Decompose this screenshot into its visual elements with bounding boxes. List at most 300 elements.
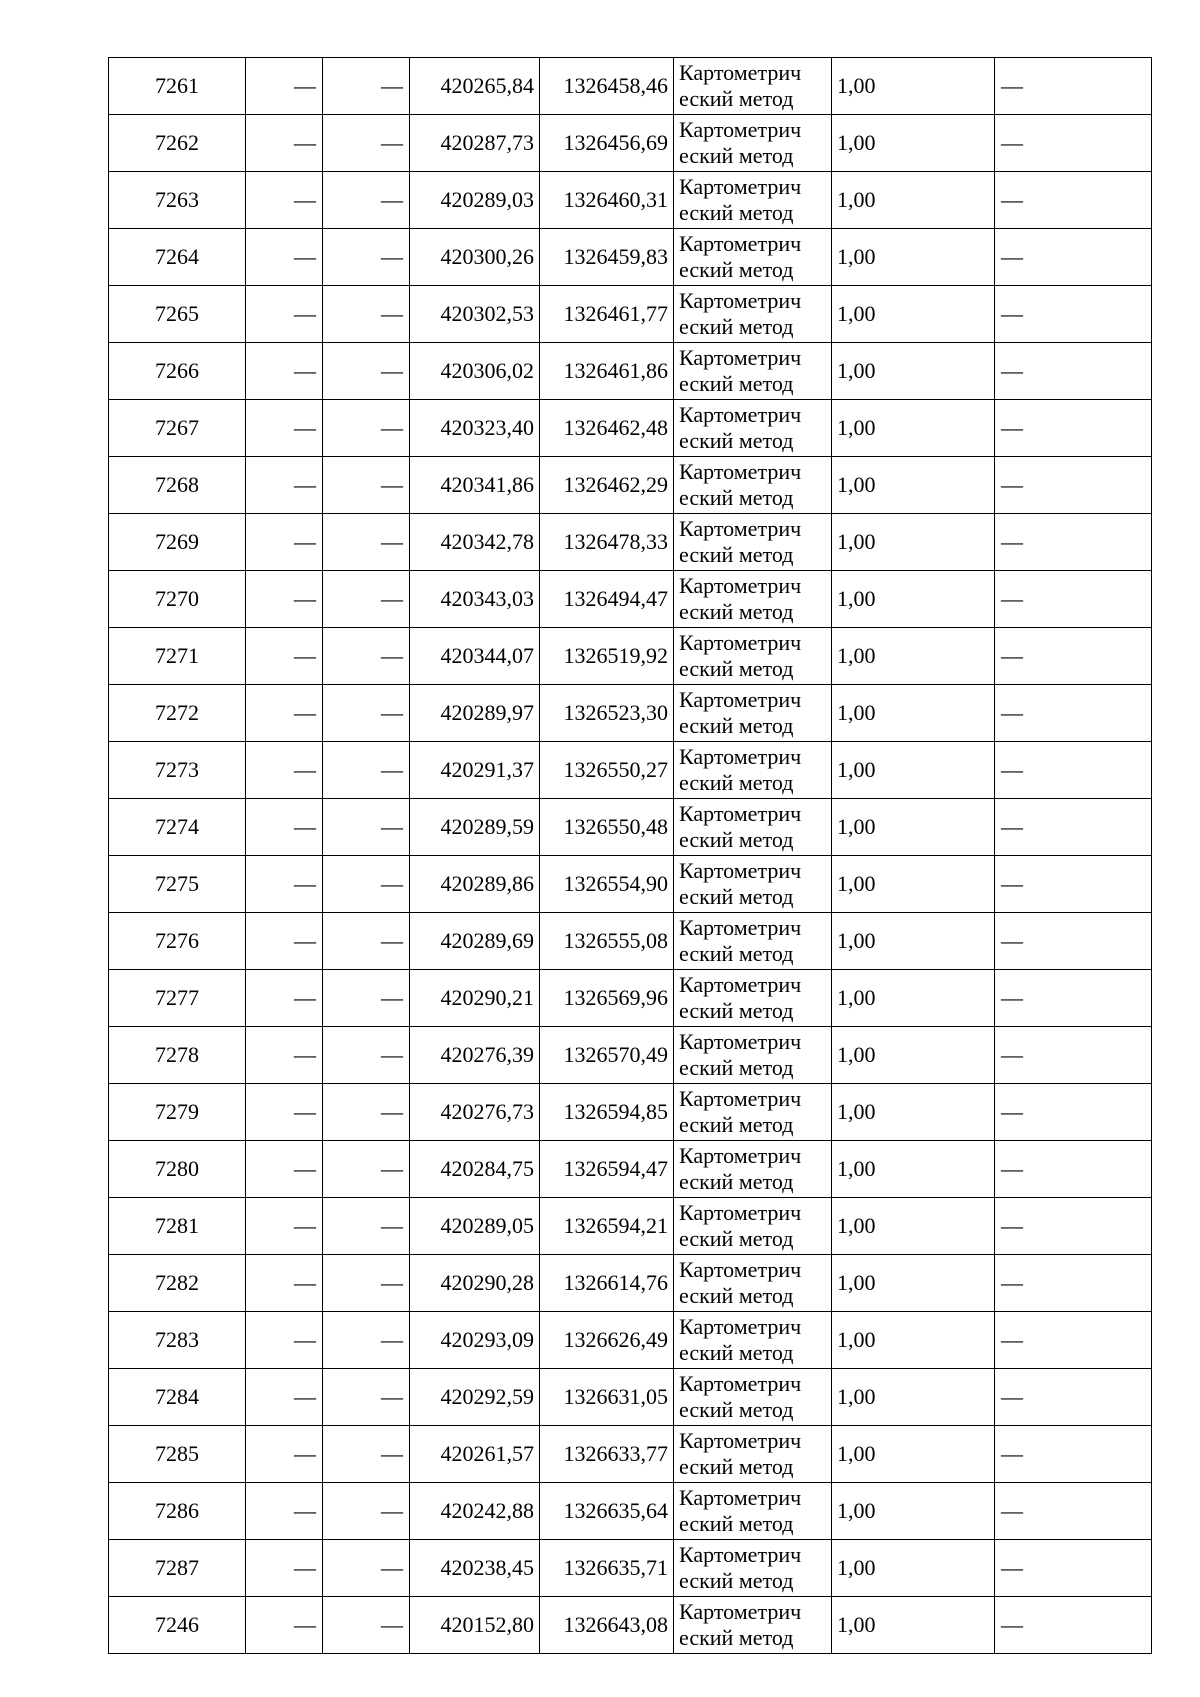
method-line-1: Картометрич — [679, 573, 802, 598]
point-number-cell — [109, 1597, 246, 1654]
method-line-1: Картометрич — [679, 1599, 802, 1624]
y-coordinate-cell — [540, 1198, 674, 1255]
point-number-text: 7261 — [155, 73, 199, 98]
x-coordinate-text: 420344,07 — [440, 643, 534, 668]
accuracy-cell — [832, 1426, 995, 1483]
y-coordinate-cell — [540, 172, 674, 229]
note-text: — — [1001, 700, 1023, 725]
old-x-cell — [246, 1255, 323, 1312]
note-cell — [995, 1027, 1152, 1084]
method-line-2: еский метод — [679, 1283, 794, 1308]
x-coordinate-cell — [410, 856, 540, 913]
note-cell — [995, 343, 1152, 400]
old-y-cell — [323, 1597, 410, 1654]
point-number-text: 7246 — [155, 1612, 199, 1637]
accuracy-text: 1,00 — [837, 472, 876, 497]
x-coordinate-text: 420300,26 — [440, 244, 534, 269]
y-coordinate-text: 1326459,83 — [563, 244, 668, 269]
method-cell — [674, 970, 832, 1027]
old-x-cell — [246, 1597, 323, 1654]
x-coordinate-cell — [410, 286, 540, 343]
point-number-cell — [109, 115, 246, 172]
accuracy-text: 1,00 — [837, 1555, 876, 1580]
y-coordinate-cell — [540, 115, 674, 172]
y-coordinate-text: 1326462,29 — [563, 472, 668, 497]
note-text: — — [1001, 1612, 1023, 1637]
method-line-1: Картометрич — [679, 1143, 802, 1168]
accuracy-cell — [832, 400, 995, 457]
method-line-1: Картометрич — [679, 231, 802, 256]
point-number-cell — [109, 1084, 246, 1141]
old-x-text: — — [294, 871, 316, 896]
x-coordinate-text: 420289,59 — [440, 814, 534, 839]
note-text: — — [1001, 1384, 1023, 1409]
x-coordinate-text: 420265,84 — [440, 73, 534, 98]
x-coordinate-cell — [410, 229, 540, 286]
y-coordinate-text: 1326478,33 — [563, 529, 668, 554]
method-cell — [674, 1255, 832, 1312]
old-x-text: — — [294, 1327, 316, 1352]
note-text: — — [1001, 472, 1023, 497]
accuracy-cell — [832, 229, 995, 286]
method-line-2: еский метод — [679, 1568, 794, 1593]
point-number-text: 7267 — [155, 415, 199, 440]
x-coordinate-cell — [410, 1597, 540, 1654]
point-number-cell — [109, 1312, 246, 1369]
old-x-cell — [246, 799, 323, 856]
old-x-cell — [246, 1141, 323, 1198]
table-row — [109, 1369, 1152, 1426]
point-number-text: 7271 — [155, 643, 199, 668]
old-x-cell — [246, 1483, 323, 1540]
point-number-cell — [109, 1540, 246, 1597]
accuracy-cell — [832, 970, 995, 1027]
method-cell — [674, 229, 832, 286]
method-line-1: Картометрич — [679, 1428, 802, 1453]
method-cell — [674, 742, 832, 799]
table-row — [109, 1597, 1152, 1654]
accuracy-cell — [832, 172, 995, 229]
note-cell — [995, 571, 1152, 628]
old-x-cell — [246, 343, 323, 400]
y-coordinate-cell — [540, 970, 674, 1027]
method-line-2: еский метод — [679, 542, 794, 567]
method-line-2: еский метод — [679, 998, 794, 1023]
method-cell — [674, 685, 832, 742]
accuracy-cell — [832, 343, 995, 400]
note-cell — [995, 856, 1152, 913]
note-cell — [995, 1597, 1152, 1654]
old-y-text: — — [381, 871, 403, 896]
old-x-text: — — [294, 1270, 316, 1295]
method-line-2: еский метод — [679, 1454, 794, 1479]
accuracy-text: 1,00 — [837, 757, 876, 782]
x-coordinate-text: 420242,88 — [440, 1498, 534, 1523]
accuracy-cell — [832, 1141, 995, 1198]
y-coordinate-text: 1326635,71 — [563, 1555, 668, 1580]
point-number-text: 7285 — [155, 1441, 199, 1466]
table-row — [109, 1483, 1152, 1540]
note-cell — [995, 970, 1152, 1027]
method-line-2: еский метод — [679, 1340, 794, 1365]
method-line-1: Картометрич — [679, 117, 802, 142]
point-number-text: 7262 — [155, 130, 199, 155]
x-coordinate-cell — [410, 1198, 540, 1255]
method-cell — [674, 1540, 832, 1597]
table-row — [109, 1312, 1152, 1369]
note-cell — [995, 685, 1152, 742]
table-row — [109, 1198, 1152, 1255]
accuracy-text: 1,00 — [837, 1156, 876, 1181]
old-x-text: — — [294, 1441, 316, 1466]
old-y-cell — [323, 1255, 410, 1312]
accuracy-cell — [832, 742, 995, 799]
old-x-cell — [246, 685, 323, 742]
point-number-cell — [109, 286, 246, 343]
note-cell — [995, 799, 1152, 856]
old-x-text: — — [294, 1213, 316, 1238]
y-coordinate-cell — [540, 229, 674, 286]
note-cell — [995, 58, 1152, 115]
old-x-text: — — [294, 187, 316, 212]
accuracy-text: 1,00 — [837, 871, 876, 896]
x-coordinate-text: 420152,80 — [440, 1612, 534, 1637]
old-x-cell — [246, 913, 323, 970]
y-coordinate-cell — [540, 1141, 674, 1198]
point-number-cell — [109, 457, 246, 514]
table-row — [109, 1426, 1152, 1483]
old-x-text: — — [294, 415, 316, 440]
old-x-cell — [246, 1426, 323, 1483]
accuracy-text: 1,00 — [837, 1042, 876, 1067]
method-line-2: еский метод — [679, 1226, 794, 1251]
x-coordinate-text: 420284,75 — [440, 1156, 534, 1181]
old-x-cell — [246, 1312, 323, 1369]
x-coordinate-text: 420289,69 — [440, 928, 534, 953]
note-text: — — [1001, 1327, 1023, 1352]
method-line-2: еский метод — [679, 1112, 794, 1137]
y-coordinate-cell — [540, 1369, 674, 1426]
table-row — [109, 1540, 1152, 1597]
old-y-text: — — [381, 1156, 403, 1181]
point-number-text: 7277 — [155, 985, 199, 1010]
old-x-cell — [246, 571, 323, 628]
method-cell — [674, 1027, 832, 1084]
note-cell — [995, 286, 1152, 343]
table-row — [109, 799, 1152, 856]
method-cell — [674, 1483, 832, 1540]
note-cell — [995, 229, 1152, 286]
accuracy-text: 1,00 — [837, 1441, 876, 1466]
old-y-cell — [323, 1426, 410, 1483]
accuracy-text: 1,00 — [837, 1384, 876, 1409]
note-text: — — [1001, 187, 1023, 212]
x-coordinate-cell — [410, 1141, 540, 1198]
y-coordinate-cell — [540, 685, 674, 742]
table-row — [109, 685, 1152, 742]
old-y-text: — — [381, 1327, 403, 1352]
y-coordinate-text: 1326460,31 — [563, 187, 668, 212]
note-cell — [995, 1426, 1152, 1483]
point-number-text: 7281 — [155, 1213, 199, 1238]
y-coordinate-text: 1326631,05 — [563, 1384, 668, 1409]
accuracy-cell — [832, 115, 995, 172]
point-number-text: 7287 — [155, 1555, 199, 1580]
note-text: — — [1001, 1156, 1023, 1181]
point-number-text: 7265 — [155, 301, 199, 326]
y-coordinate-cell — [540, 1540, 674, 1597]
method-line-1: Картометрич — [679, 1200, 802, 1225]
method-line-2: еский метод — [679, 371, 794, 396]
old-y-cell — [323, 571, 410, 628]
method-line-1: Картометрич — [679, 1086, 802, 1111]
old-y-text: — — [381, 301, 403, 326]
old-x-cell — [246, 1084, 323, 1141]
method-line-1: Картометрич — [679, 1257, 802, 1282]
x-coordinate-text: 420323,40 — [440, 415, 534, 440]
old-x-cell — [246, 514, 323, 571]
old-y-text: — — [381, 472, 403, 497]
accuracy-text: 1,00 — [837, 1270, 876, 1295]
old-y-text: — — [381, 586, 403, 611]
old-y-cell — [323, 1312, 410, 1369]
note-text: — — [1001, 1213, 1023, 1238]
point-number-text: 7272 — [155, 700, 199, 725]
method-line-1: Картометрич — [679, 288, 802, 313]
x-coordinate-cell — [410, 685, 540, 742]
table-row — [109, 970, 1152, 1027]
note-text: — — [1001, 1555, 1023, 1580]
y-coordinate-cell — [540, 799, 674, 856]
accuracy-cell — [832, 685, 995, 742]
accuracy-text: 1,00 — [837, 643, 876, 668]
table-row — [109, 172, 1152, 229]
point-number-text: 7283 — [155, 1327, 199, 1352]
method-line-1: Картометрич — [679, 972, 802, 997]
method-line-2: еский метод — [679, 257, 794, 282]
accuracy-cell — [832, 799, 995, 856]
y-coordinate-text: 1326456,69 — [563, 130, 668, 155]
note-text: — — [1001, 301, 1023, 326]
accuracy-text: 1,00 — [837, 700, 876, 725]
accuracy-cell — [832, 457, 995, 514]
old-y-text: — — [381, 73, 403, 98]
y-coordinate-cell — [540, 1597, 674, 1654]
old-x-cell — [246, 856, 323, 913]
old-x-text: — — [294, 130, 316, 155]
y-coordinate-text: 1326554,90 — [563, 871, 668, 896]
old-y-text: — — [381, 700, 403, 725]
old-y-text: — — [381, 130, 403, 155]
x-coordinate-text: 420306,02 — [440, 358, 534, 383]
method-cell — [674, 1084, 832, 1141]
old-x-cell — [246, 115, 323, 172]
method-cell — [674, 115, 832, 172]
note-cell — [995, 115, 1152, 172]
accuracy-text: 1,00 — [837, 1327, 876, 1352]
y-coordinate-cell — [540, 1483, 674, 1540]
note-cell — [995, 1369, 1152, 1426]
method-cell — [674, 799, 832, 856]
y-coordinate-text: 1326523,30 — [563, 700, 668, 725]
method-line-1: Картометрич — [679, 1314, 802, 1339]
accuracy-text: 1,00 — [837, 358, 876, 383]
old-x-cell — [246, 1198, 323, 1255]
x-coordinate-text: 420289,03 — [440, 187, 534, 212]
accuracy-cell — [832, 913, 995, 970]
old-y-cell — [323, 172, 410, 229]
y-coordinate-text: 1326555,08 — [563, 928, 668, 953]
method-line-2: еский метод — [679, 827, 794, 852]
point-number-cell — [109, 799, 246, 856]
x-coordinate-cell — [410, 1426, 540, 1483]
accuracy-cell — [832, 856, 995, 913]
table-row — [109, 1255, 1152, 1312]
method-line-1: Картометрич — [679, 687, 802, 712]
note-cell — [995, 400, 1152, 457]
x-coordinate-cell — [410, 172, 540, 229]
table-row — [109, 1141, 1152, 1198]
note-text: — — [1001, 130, 1023, 155]
x-coordinate-cell — [410, 1027, 540, 1084]
point-number-cell — [109, 685, 246, 742]
x-coordinate-text: 420302,53 — [440, 301, 534, 326]
x-coordinate-text: 420291,37 — [440, 757, 534, 782]
point-number-text: 7273 — [155, 757, 199, 782]
accuracy-cell — [832, 628, 995, 685]
y-coordinate-cell — [540, 571, 674, 628]
note-text: — — [1001, 1270, 1023, 1295]
method-line-1: Картометрич — [679, 459, 802, 484]
note-text: — — [1001, 415, 1023, 440]
note-text: — — [1001, 1099, 1023, 1124]
old-x-cell — [246, 742, 323, 799]
y-coordinate-text: 1326626,49 — [563, 1327, 668, 1352]
old-x-cell — [246, 286, 323, 343]
old-x-text: — — [294, 244, 316, 269]
x-coordinate-cell — [410, 514, 540, 571]
x-coordinate-cell — [410, 1483, 540, 1540]
note-cell — [995, 628, 1152, 685]
x-coordinate-cell — [410, 1255, 540, 1312]
note-cell — [995, 913, 1152, 970]
point-number-cell — [109, 571, 246, 628]
y-coordinate-cell — [540, 1312, 674, 1369]
y-coordinate-text: 1326635,64 — [563, 1498, 668, 1523]
accuracy-text: 1,00 — [837, 928, 876, 953]
note-text: — — [1001, 358, 1023, 383]
point-number-cell — [109, 1141, 246, 1198]
method-line-1: Картометрич — [679, 630, 802, 655]
method-cell — [674, 1141, 832, 1198]
point-number-cell — [109, 1027, 246, 1084]
method-line-2: еский метод — [679, 428, 794, 453]
table-row — [109, 913, 1152, 970]
x-coordinate-cell — [410, 457, 540, 514]
old-y-text: — — [381, 814, 403, 839]
old-x-text: — — [294, 700, 316, 725]
old-x-text: — — [294, 985, 316, 1010]
accuracy-text: 1,00 — [837, 1213, 876, 1238]
old-x-text: — — [294, 73, 316, 98]
accuracy-cell — [832, 1198, 995, 1255]
table-row — [109, 115, 1152, 172]
old-x-text: — — [294, 757, 316, 782]
x-coordinate-text: 420293,09 — [440, 1327, 534, 1352]
method-cell — [674, 400, 832, 457]
point-number-text: 7268 — [155, 472, 199, 497]
old-x-cell — [246, 1369, 323, 1426]
point-number-text: 7274 — [155, 814, 199, 839]
old-y-cell — [323, 58, 410, 115]
x-coordinate-text: 420287,73 — [440, 130, 534, 155]
method-line-2: еский метод — [679, 485, 794, 510]
point-number-text: 7266 — [155, 358, 199, 383]
accuracy-text: 1,00 — [837, 244, 876, 269]
accuracy-text: 1,00 — [837, 814, 876, 839]
point-number-cell — [109, 343, 246, 400]
note-text: — — [1001, 1441, 1023, 1466]
y-coordinate-cell — [540, 514, 674, 571]
method-line-1: Картометрич — [679, 1029, 802, 1054]
x-coordinate-text: 420292,59 — [440, 1384, 534, 1409]
y-coordinate-text: 1326569,96 — [563, 985, 668, 1010]
x-coordinate-cell — [410, 970, 540, 1027]
point-number-cell — [109, 913, 246, 970]
y-coordinate-text: 1326519,92 — [563, 643, 668, 668]
method-line-2: еский метод — [679, 656, 794, 681]
point-number-text: 7269 — [155, 529, 199, 554]
old-x-text: — — [294, 643, 316, 668]
old-y-cell — [323, 1198, 410, 1255]
method-line-2: еский метод — [679, 941, 794, 966]
old-y-cell — [323, 286, 410, 343]
point-number-cell — [109, 400, 246, 457]
point-number-cell — [109, 856, 246, 913]
x-coordinate-text: 420289,86 — [440, 871, 534, 896]
old-y-cell — [323, 1540, 410, 1597]
old-y-text: — — [381, 358, 403, 383]
old-y-cell — [323, 1027, 410, 1084]
y-coordinate-cell — [540, 1255, 674, 1312]
x-coordinate-text: 420342,78 — [440, 529, 534, 554]
accuracy-cell — [832, 58, 995, 115]
method-line-2: еский метод — [679, 143, 794, 168]
table-row — [109, 400, 1152, 457]
method-line-2: еский метод — [679, 314, 794, 339]
old-y-text: — — [381, 1213, 403, 1238]
point-number-text: 7270 — [155, 586, 199, 611]
x-coordinate-cell — [410, 115, 540, 172]
old-y-cell — [323, 1369, 410, 1426]
x-coordinate-text: 420289,97 — [440, 700, 534, 725]
y-coordinate-text: 1326458,46 — [563, 73, 668, 98]
accuracy-text: 1,00 — [837, 529, 876, 554]
old-x-text: — — [294, 358, 316, 383]
point-number-text: 7264 — [155, 244, 199, 269]
point-number-cell — [109, 229, 246, 286]
method-cell — [674, 343, 832, 400]
old-x-cell — [246, 970, 323, 1027]
note-cell — [995, 1255, 1152, 1312]
accuracy-cell — [832, 1597, 995, 1654]
old-y-text: — — [381, 415, 403, 440]
old-x-text: — — [294, 301, 316, 326]
y-coordinate-text: 1326570,49 — [563, 1042, 668, 1067]
table-row — [109, 742, 1152, 799]
point-number-text: 7279 — [155, 1099, 199, 1124]
method-line-2: еский метод — [679, 86, 794, 111]
